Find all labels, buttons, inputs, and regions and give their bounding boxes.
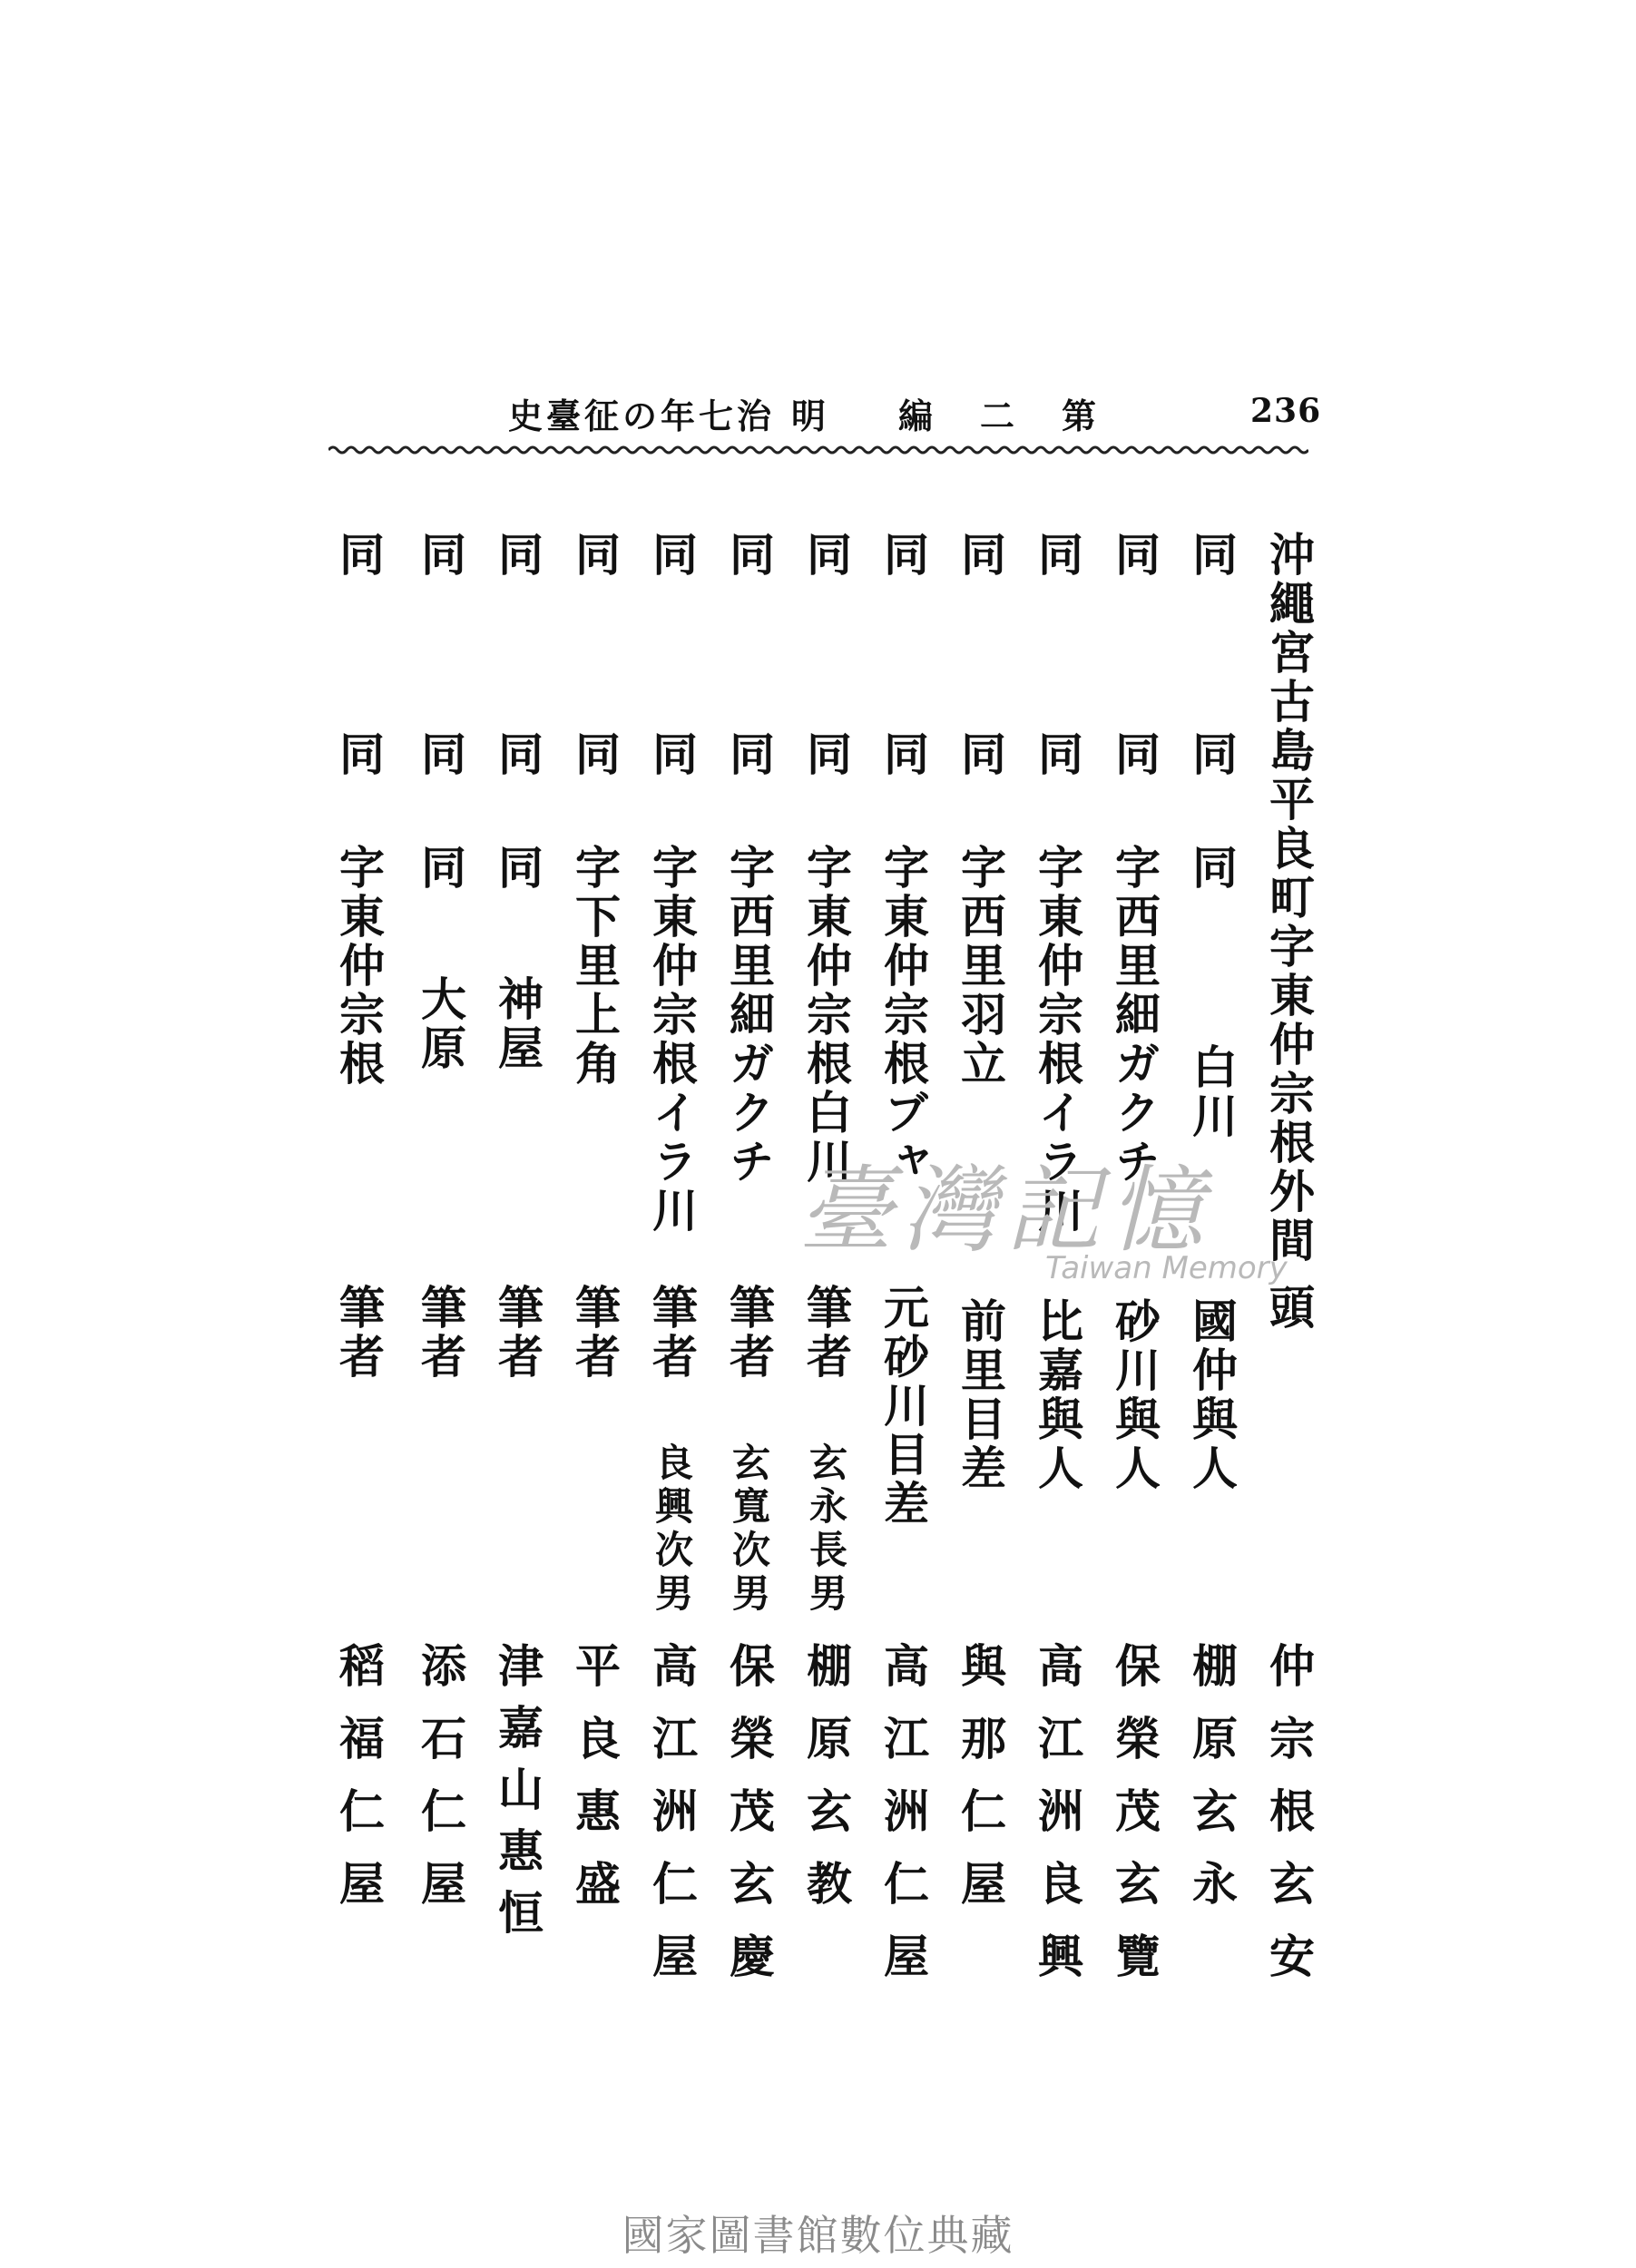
row-name: 添石仁屋 (414, 1642, 467, 1932)
row-c3: 字東仲宗根イラ川 (1031, 844, 1084, 1236)
row-name: 平良惠盛 (568, 1642, 622, 1932)
watermark-zh: 臺灣記憶 (798, 1155, 1213, 1266)
intro-heading: 沖繩宮古島平良町字東仲宗根外間 (1262, 531, 1316, 1266)
row-c2: 同 (414, 730, 467, 779)
row-name: 高江洲仁屋 (877, 1642, 930, 2005)
running-title-char: 編 (898, 396, 934, 436)
row-relation: 筆者 (722, 1284, 776, 1382)
row-relation: 比嘉與人 (1031, 1297, 1084, 1493)
intro-name: 仲宗根玄安 (1262, 1642, 1316, 2005)
footer-collection-credit: 國家圖書館數位典藏 (622, 2211, 1014, 2260)
row-place: 神屋 (491, 975, 544, 1073)
row-c1: 同 (799, 531, 853, 580)
row-relation: 筆者 (414, 1284, 467, 1382)
row-name: 保榮茂玄慶 (722, 1642, 776, 2005)
row-c2: 同 (332, 730, 386, 779)
row-c3: 字東仲宗根ブャ (877, 844, 930, 1187)
running-title-char: 七 (699, 396, 734, 436)
row-c2: 同 (568, 730, 622, 779)
row-relation: 前里目差 (954, 1297, 1007, 1493)
row-c3: 字東仲宗根イラ川 (645, 844, 699, 1236)
row-c1: 同 (1031, 531, 1084, 580)
row-c3: 同 (414, 844, 467, 893)
row-name: 保榮茂玄覽 (1108, 1642, 1161, 2005)
row-name: 高江洲仁屋 (645, 1642, 699, 2005)
row-relation: 筆者 (799, 1284, 853, 1382)
row-c3: 字東仲宗根 (332, 844, 386, 1089)
row-relation: 筆者 (568, 1284, 622, 1382)
row-c2: 同 (722, 730, 776, 779)
row-name: 津嘉山惠恒 (491, 1642, 544, 1950)
row-c2: 同 (1185, 730, 1239, 779)
row-c1: 同 (722, 531, 776, 580)
row-c3: 同 (491, 844, 544, 893)
row-c3: 同 (1185, 844, 1239, 893)
row-c2: 同 (877, 730, 930, 779)
running-title-char: 二 (980, 396, 1015, 436)
row-note: 玄寬次男 (727, 1442, 771, 1617)
row-c2: 同 (1108, 730, 1161, 779)
row-c3: 字西里細ガクチ (1108, 844, 1161, 1187)
row-c1: 同 (568, 531, 622, 580)
row-name: 稻福仁屋 (332, 1642, 386, 1932)
page-number: 236 (1250, 392, 1322, 430)
row-relation: 砂川與人 (1108, 1297, 1161, 1493)
intro-heading-suffix: 頭 (1262, 1284, 1316, 1333)
row-c1: 同 (877, 531, 930, 580)
running-title-char: 征 (584, 396, 620, 436)
row-c2: 同 (491, 730, 544, 779)
row-c2: 同 (954, 730, 1007, 779)
row-c2: 同 (1031, 730, 1084, 779)
row-place: 白川 (1185, 1043, 1239, 1141)
row-c1: 同 (1185, 531, 1239, 580)
running-title-char: 史 (508, 396, 544, 436)
row-c1: 同 (954, 531, 1007, 580)
row-relation: 筆者 (332, 1284, 386, 1382)
watermark-en: Taiwan Memory (1045, 1250, 1288, 1286)
row-c2: 同 (645, 730, 699, 779)
row-name: 棚原玄永 (1185, 1642, 1239, 1932)
running-title-char: 明 (791, 396, 827, 436)
running-title-char: 第 (1062, 396, 1097, 436)
row-name: 棚原玄教 (799, 1642, 853, 1932)
running-title-char: 臺 (546, 396, 582, 436)
row-name: 高江洲良興 (1031, 1642, 1084, 2005)
row-c3: 字西里羽立 (954, 844, 1007, 1089)
row-c1: 同 (645, 531, 699, 580)
row-place: 大原 (414, 975, 467, 1073)
row-c3: 字西里細ガクチ (722, 844, 776, 1187)
row-note: 玄永長男 (804, 1442, 848, 1617)
row-relation: 筆者 (491, 1284, 544, 1382)
row-c1: 同 (332, 531, 386, 580)
running-title-char: 治 (737, 396, 772, 436)
row-c1: 同 (414, 531, 467, 580)
row-note: 良興次男 (650, 1442, 694, 1617)
row-c3: 字東仲宗根白川 (799, 844, 853, 1187)
row-relation: 元砂川目差 (877, 1284, 930, 1529)
row-name: 與那仁屋 (954, 1642, 1007, 1932)
row-relation: 筆者 (645, 1284, 699, 1382)
row-c1: 同 (491, 531, 544, 580)
running-title-char: の (622, 396, 658, 436)
row-c1: 同 (1108, 531, 1161, 580)
row-c3: 字下里上角 (568, 844, 622, 1089)
running-title-char: 年 (661, 396, 696, 436)
header-wavy-rule (328, 443, 1308, 457)
row-c2: 同 (799, 730, 853, 779)
row-relation: 國仲與人 (1185, 1297, 1239, 1493)
